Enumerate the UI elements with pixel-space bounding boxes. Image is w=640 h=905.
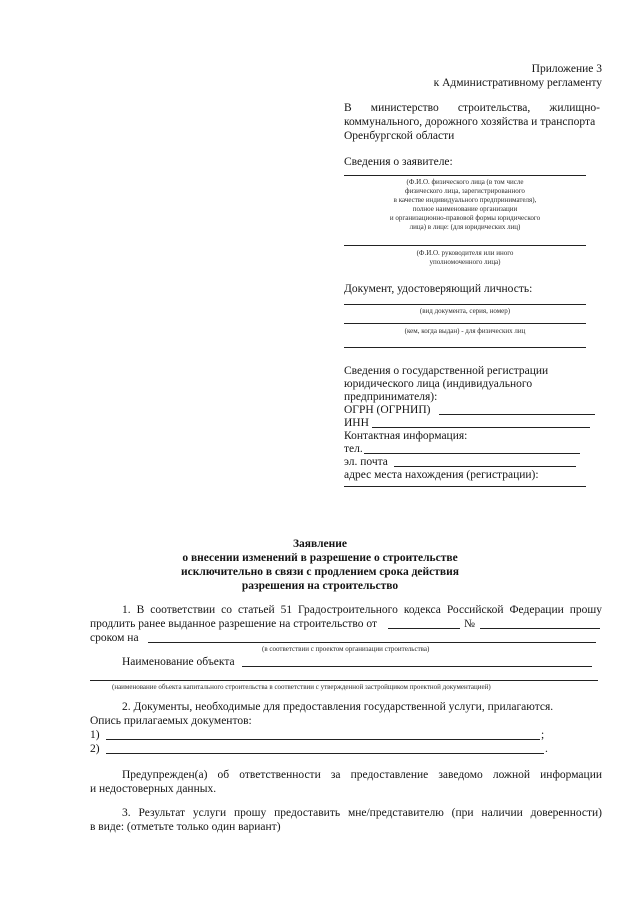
representative-line[interactable]: [344, 245, 586, 246]
document-subtitle-1: о внесении изменений в разрешение о строительстве: [182, 552, 458, 564]
object-caption: (наименование объекта капитального строительства в соответствии с утвержденной застройщиком проектной документацией): [112, 683, 491, 691]
addressee-line-3: Оренбургской области: [344, 130, 455, 142]
p3-line-1: 3. Результат услуги прошу предоставить мне/представителю (при наличии доверенности): [122, 807, 602, 819]
p1-line-2: продлить ранее выданное разрешение на строительство от: [90, 618, 377, 630]
p1-line-1: 1. В соответствии со статьей 51 Градостроительного кодекса Российской Федерации прошу: [122, 604, 602, 616]
doc-item-2-field[interactable]: [106, 753, 544, 754]
inn-label: ИНН: [344, 417, 369, 429]
email-field[interactable]: [394, 466, 576, 467]
address-field[interactable]: [344, 486, 586, 487]
address-label: адрес места нахождения (регистрации):: [344, 469, 539, 481]
document-title: Заявление: [292, 538, 347, 550]
addressee-line-2: коммунального, дорожного хозяйства и транспорта: [344, 116, 596, 128]
registration-line-2: юридического лица (индивидуального: [344, 378, 533, 390]
term-field[interactable]: [148, 642, 596, 643]
identity-label: Документ, удостоверяющий личность:: [344, 283, 533, 295]
identity-extra-line[interactable]: [344, 347, 586, 348]
permit-number-sign: №: [464, 618, 475, 630]
doc-item-1-number: 1): [90, 729, 100, 741]
term-label: сроком на: [90, 632, 139, 644]
permit-number-field[interactable]: [480, 628, 600, 629]
applicant-label: Сведения о заявителе:: [344, 156, 453, 168]
contacts-label: Контактная информация:: [344, 430, 468, 442]
object-name-field-2[interactable]: [90, 680, 598, 681]
applicant-name-line[interactable]: [344, 175, 586, 176]
applicant-caption: (Ф.И.О. физического лица (в том числе физического лица, зарегистрированного в качестве индивидуального предпринимателя), полное наименование организации и организационно-правовой формы юридического лица) в лице: (для юридических лиц): [389, 178, 541, 231]
doc-item-2-number: 2): [90, 743, 100, 755]
identity-caption-2: (кем, когда выдан) - для физических лиц: [404, 327, 526, 335]
identity-issued-line[interactable]: [344, 323, 586, 324]
ogrn-field[interactable]: [439, 414, 595, 415]
appendix-reference: к Административному регламенту: [433, 77, 602, 89]
document-subtitle-2: исключительно в связи с продлением срока действия: [181, 566, 459, 578]
doc-item-1-end: ;: [541, 729, 545, 741]
addressee-line-1: В министерство строительства, жилищно-: [344, 102, 600, 114]
ogrn-label: ОГРН (ОГРНИП): [344, 404, 431, 416]
identity-caption-1: (вид документа, серия, номер): [419, 307, 511, 315]
p3-line-2: в виде: (отметьте только один вариант): [90, 821, 281, 833]
warning-line-2: и недостоверных данных.: [90, 783, 217, 795]
inn-field[interactable]: [372, 427, 590, 428]
registration-line-1: Сведения о государственной регистрации: [344, 365, 549, 377]
p2-line-2: Опись прилагаемых документов:: [90, 715, 252, 727]
document-subtitle-3: разрешения на строительство: [241, 580, 399, 592]
identity-doc-line[interactable]: [344, 304, 586, 305]
object-name-field[interactable]: [242, 666, 592, 667]
p2-line-1: 2. Документы, необходимые для предоставления государственной услуги, прилагаются.: [122, 701, 554, 713]
object-label: Наименование объекта: [122, 656, 235, 668]
warning-line-1: Предупрежден(а) об ответственности за предоставление заведомо ложной информации: [122, 769, 602, 781]
representative-caption: (Ф.И.О. руководителя или иного уполномоченного лица): [416, 249, 514, 266]
registration-line-3: предпринимателя):: [344, 391, 438, 403]
email-label: эл. почта: [344, 456, 388, 468]
appendix-number: Приложение 3: [531, 63, 602, 75]
term-caption: (в соответствии с проектом организации строительства): [262, 645, 430, 653]
doc-item-2-end: .: [545, 743, 548, 755]
doc-item-1-field[interactable]: [106, 739, 540, 740]
permit-date-field[interactable]: [388, 628, 460, 629]
tel-field[interactable]: [364, 453, 580, 454]
tel-label: тел.: [344, 443, 363, 455]
